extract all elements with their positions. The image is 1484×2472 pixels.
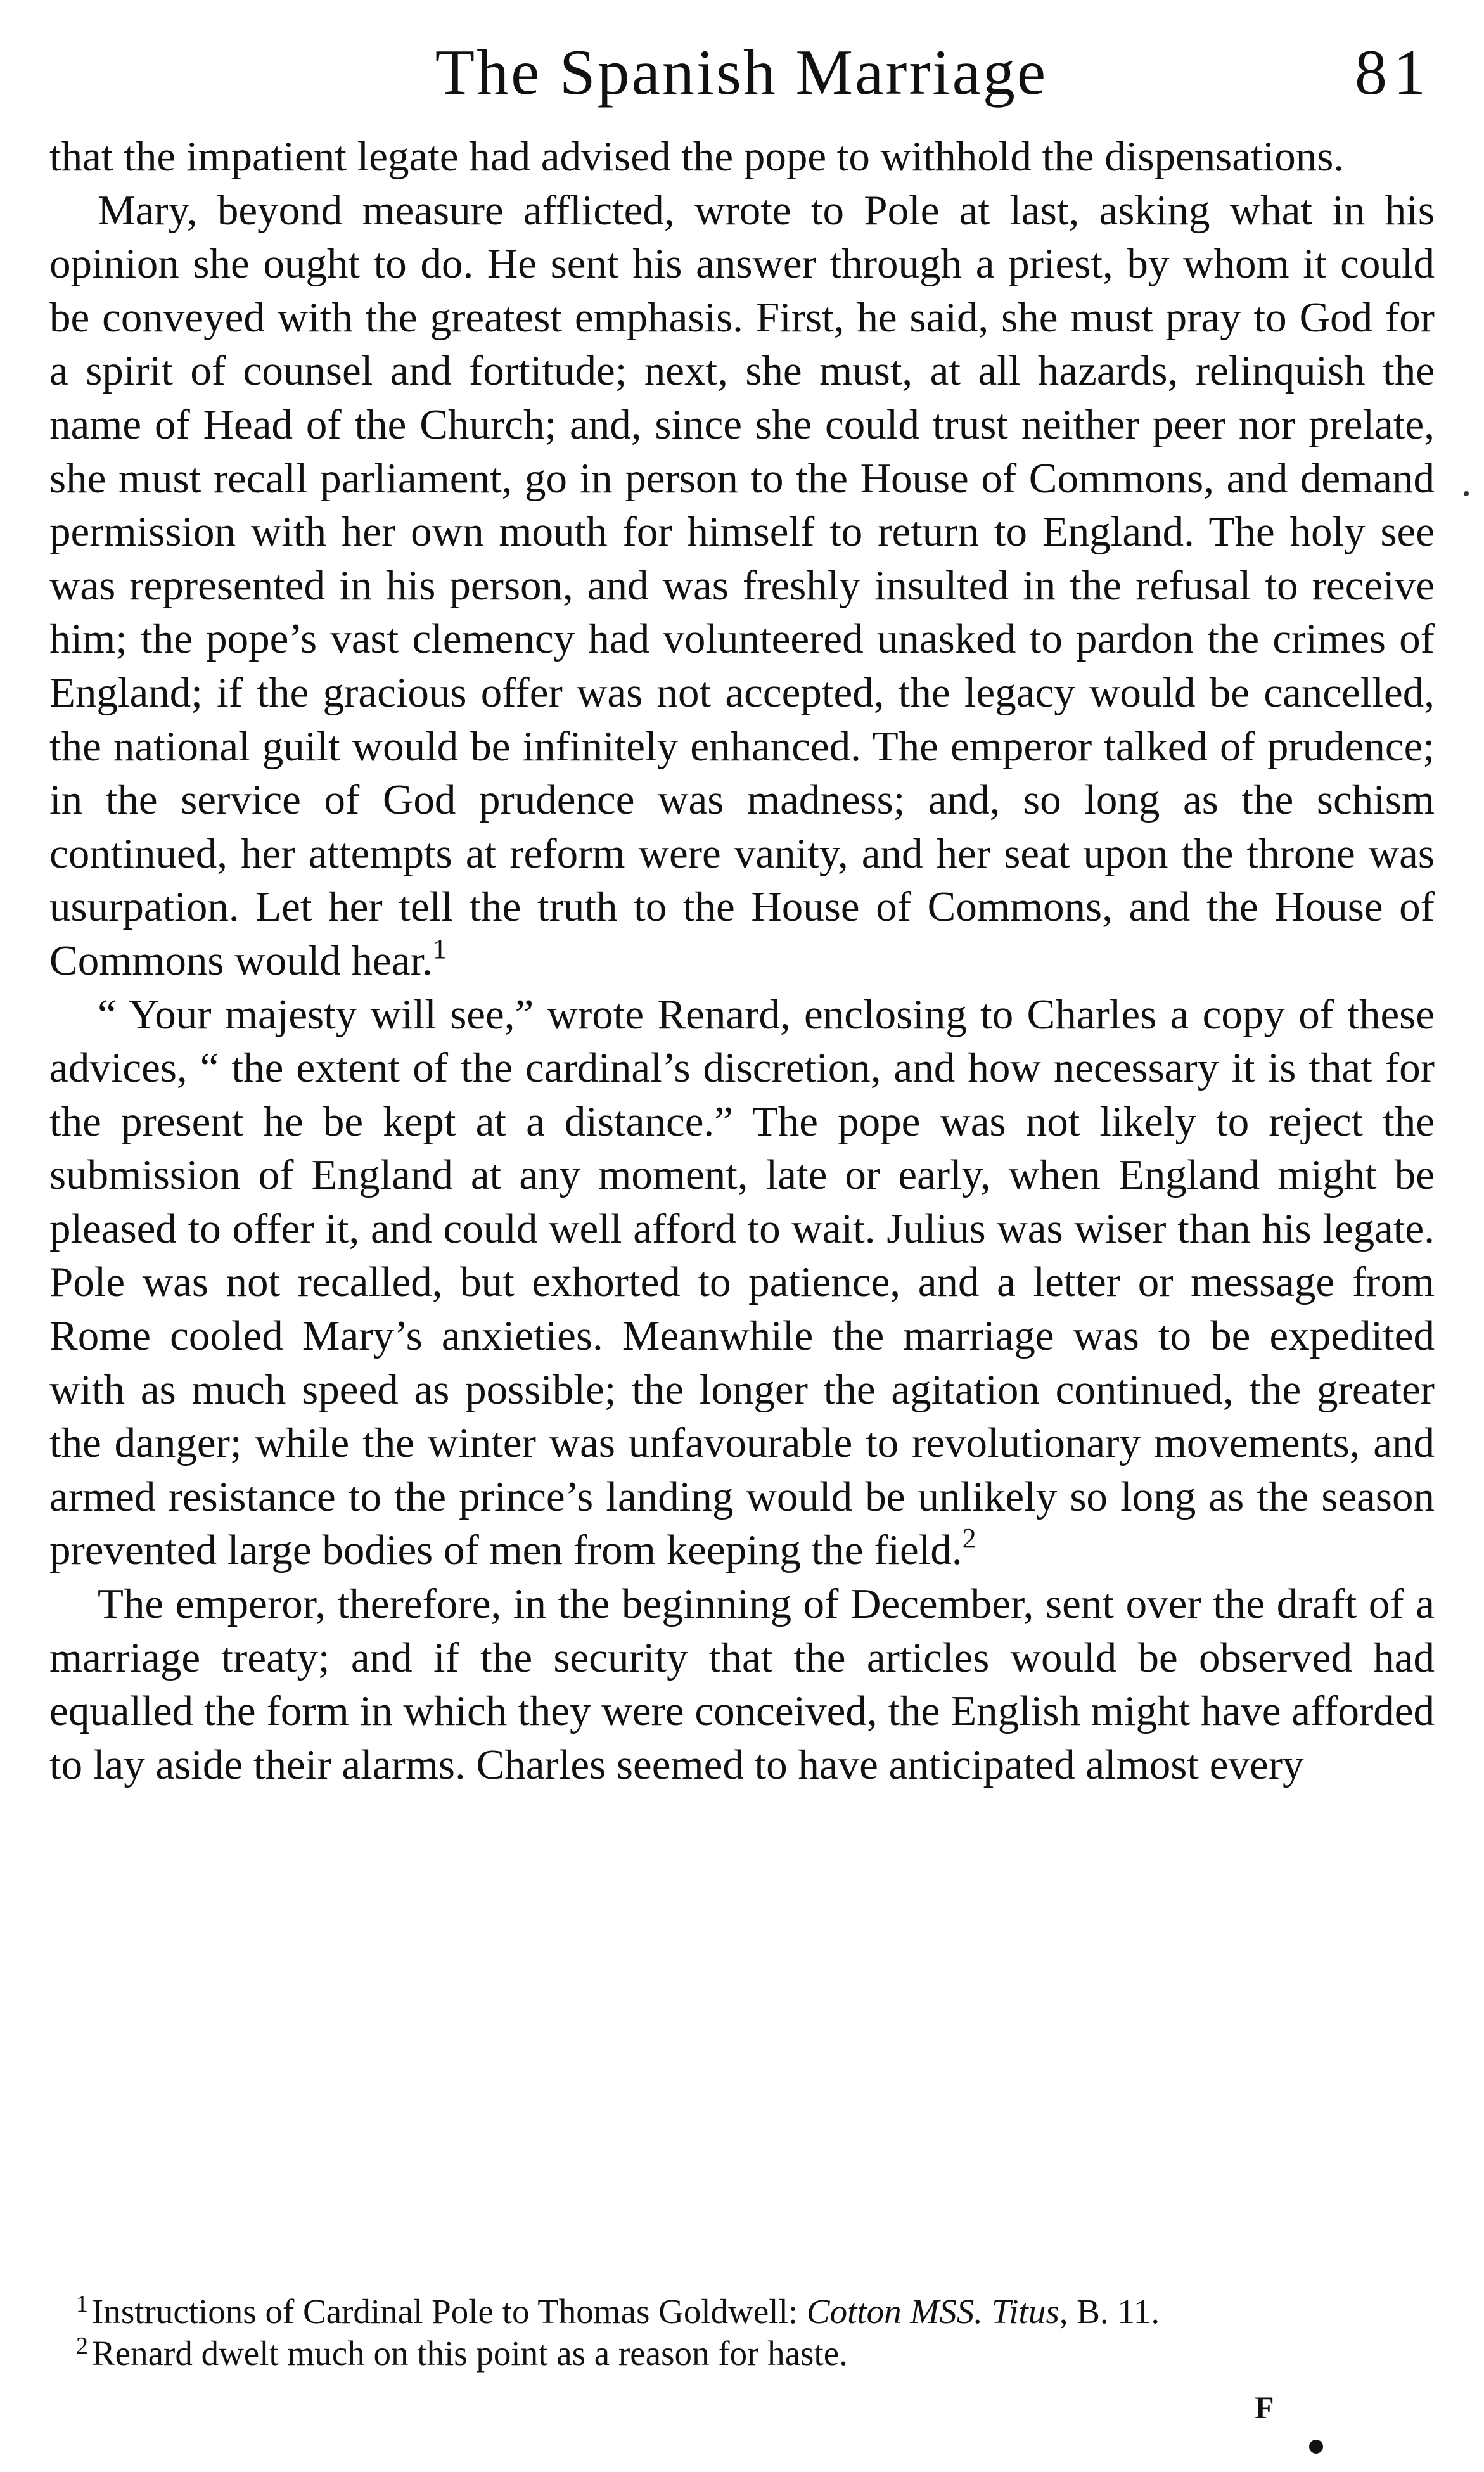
body-text [49,130,1435,1791]
footnote-1-text: Instructions of Cardinal Pole to Thomas Goldwell: [92,2292,807,2331]
footnotes [49,2291,1435,2374]
paragraph-2-text: Mary, beyond measure afflicted, wrote to Pole at last, asking what in his opinion she ought to do. He sent his answer through a priest, by whom it could be conveyed with the greatest emphasis. First, he said, she must pray to God for a spirit of counsel and fortitude; next, she must, at all hazards, relinquish the name of Head of the Church; and, since she could trust neither peer nor prelate, she must recall parliament, go in person to the House of Commons, and demand permission with her own mouth for himself to return to England. The holy see was represented in his person, and was freshly insulted in the refusal to receive him; the pope’s vast clemency had volunteered unasked to pardon the crimes of England; if the gracious offer was not accepted, the legacy would be cancelled, the national guilt would be infinitely enhanced. The emperor talked of prudence; in the service of God prudence was madness; and, so long as the schism continued, her attempts at reform were vanity, and her seat upon the throne was usurpation. Let her tell the truth to the House of Commons, and the House of Commons would hear. [49,186,1435,984]
page-number: 81 [1355,37,1432,108]
footnote-2-number: 2 [76,2333,88,2359]
footnote-1-source: Cotton MSS. [806,2292,983,2331]
footnote-2-text: Renard dwelt much on this point as a reason for haste. [92,2334,848,2373]
running-title: The Spanish Marriage [435,37,1048,108]
footnote-ref-1: 1 [432,933,447,964]
running-head [51,25,1432,133]
footnote-1 [49,2291,1435,2333]
signature-mark: F [1255,2390,1276,2425]
paragraph-3 [49,988,1435,1578]
paragraph-4 [49,1577,1435,1791]
signature-dot [1309,2440,1323,2454]
footnote-1-tail: , B. 11. [1059,2292,1160,2331]
footnote-ref-2: 2 [962,1523,976,1554]
paragraph-3-text: “ Your majesty will see,” wrote Renard, enclosing to Charles a copy of these advices, “ the extent of the cardinal’s discretion, and how necessary it is that for the present he be kept at a distance.” The pope was not likely to reject the submission of England at any moment, late or early, when England might be pleased to offer it, and could well afford to wait. Julius was wiser than his legate. Pole was not recalled, but exhorted to patience, and a letter or message from Rome cooled Mary’s anxieties. Meanwhile the marriage was to be expedited with as much speed as possible; the longer the agitation continued, the greater the danger; while the winter was unfavourable to revolutionary movements, and armed resistance to the prince’s landing would be unlikely so long as the season prevented large bodies of men from keeping the field. [49,990,1435,1574]
margin-speck [1464,491,1469,496]
footnote-2 [49,2333,1435,2374]
paragraph-2 [49,184,1435,988]
paragraph-1-text: that the impatient legate had advised the pope to withhold the dispensations. [49,133,1345,180]
paragraph-4-text: The emperor, therefore, in the beginning of December, sent over the draft of a marriage treaty; and if the security that the articles would be observed had equalled the form in which they were conceived, the English might have afforded to lay aside their alarms. Charles seemed to have anticipated almost every [49,1580,1435,1788]
paragraph-1 [49,130,1435,184]
footnote-1-number: 1 [76,2291,88,2317]
footnote-1-volume: Titus [991,2292,1059,2331]
